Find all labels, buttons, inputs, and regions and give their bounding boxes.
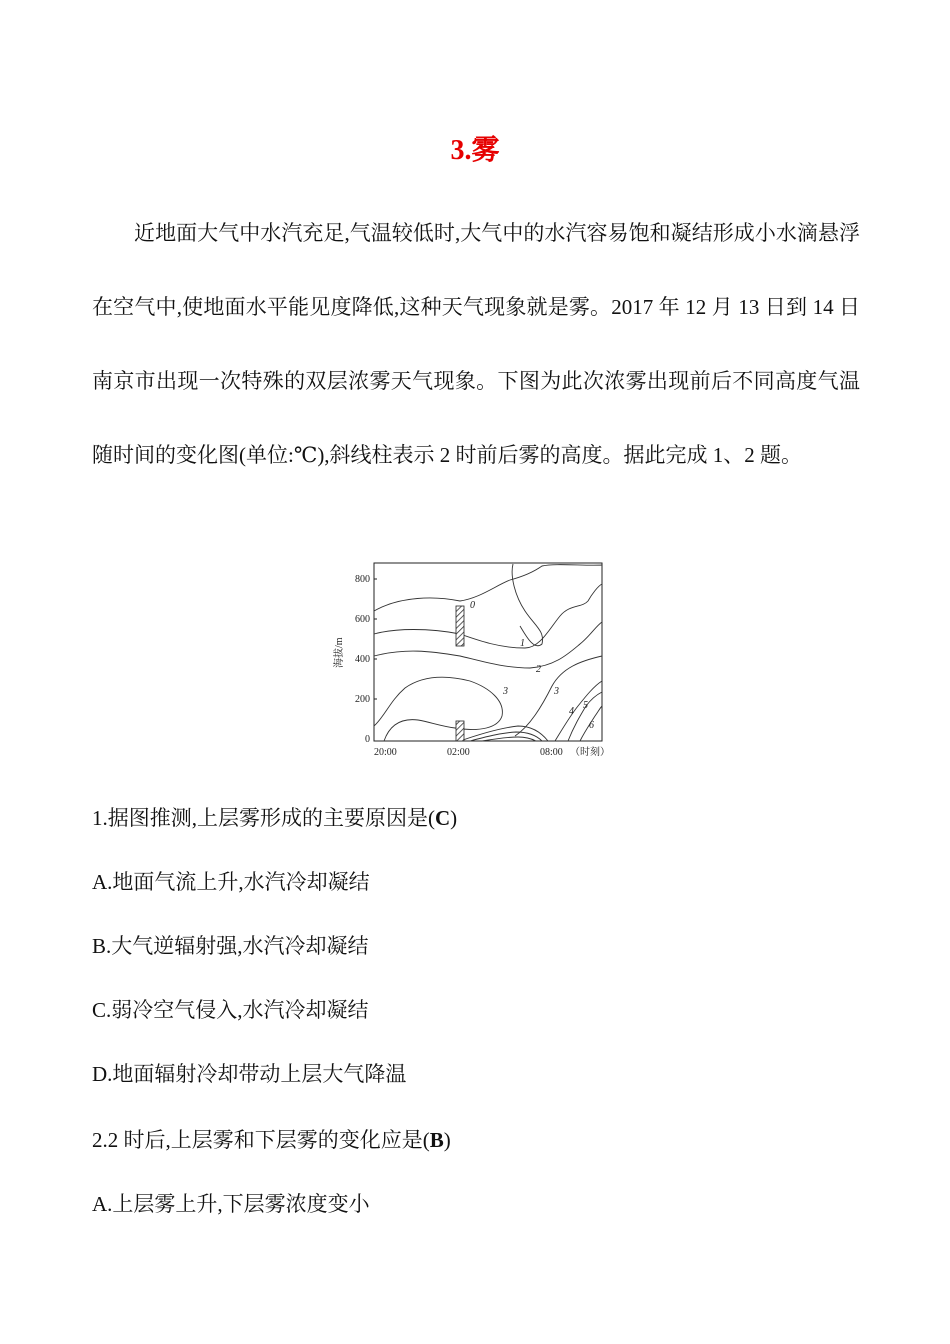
- x-tick: 20:00: [374, 747, 397, 758]
- isotherm-label: 5: [583, 700, 588, 711]
- x-ticks: [374, 745, 610, 758]
- question-2-option-a: A.上层雾上升,下层雾浓度变小: [92, 1192, 370, 1216]
- question-2-answer: B: [429, 1128, 444, 1152]
- question-2-text: 2.2 时后,上层雾和下层雾的变化应是(: [92, 1128, 430, 1152]
- isotherm-label: 4: [569, 706, 574, 717]
- isotherm-label: 1: [520, 638, 525, 649]
- y-tick: 0: [365, 734, 370, 745]
- x-unit: （时刻）: [570, 747, 610, 758]
- question-1-answer: C: [435, 806, 451, 830]
- isotherm-label: 0: [470, 600, 475, 611]
- question-2-close: ): [443, 1128, 451, 1152]
- temperature-contour-figure: [330, 556, 620, 766]
- intro-text: 近地面大气中水汽充足,气温较低时,大气中的水汽容易饱和凝结形成小水滴悬浮在空气中,使地面水平能见度降低,这种天气现象就是雾。2017 年 12 月 13 日到 14 日南京市出现一次特殊的双层浓雾天气现象。下图为此次浓雾出现前后不同高度气温随时间的变化图(单位:℃),斜线柱表示 2 时前后雾的高度。据此完成 1、2 题。: [92, 221, 860, 467]
- y-tick: 800: [355, 574, 370, 585]
- question-1-stem: [92, 802, 892, 832]
- question-1-text: 1.据图推测,上层雾形成的主要原因是(: [92, 806, 435, 830]
- isotherm-lines: [374, 564, 602, 741]
- plot-frame: [374, 563, 602, 741]
- intro-paragraph: [92, 196, 860, 492]
- question-2-stem: [92, 1124, 892, 1154]
- question-1-option-c: C.弱冷空气侵入,水汽冷却凝结: [92, 998, 369, 1022]
- x-tick: 08:00: [540, 747, 563, 758]
- y-axis-label: 海拔/m: [334, 637, 345, 668]
- section-title: 3.雾: [450, 135, 500, 166]
- lower-fog-bar: [456, 721, 464, 741]
- x-tick: 02:00: [447, 747, 470, 758]
- question-1-close: ): [450, 806, 458, 830]
- y-tick: 200: [355, 694, 370, 705]
- isotherm-label: 3: [503, 686, 508, 697]
- question-1-option-b: B.大气逆辐射强,水汽冷却凝结: [92, 934, 369, 958]
- question-1-option-a: A.地面气流上升,水汽冷却凝结: [92, 870, 370, 894]
- upper-fog-bar: [456, 606, 464, 646]
- y-tick: 400: [355, 654, 370, 665]
- y-tick: 600: [355, 614, 370, 625]
- isotherm-label: 3: [554, 686, 559, 697]
- question-1-option-d: D.地面辐射冷却带动上层大气降温: [92, 1062, 407, 1086]
- isotherm-label: 6: [589, 720, 594, 731]
- isotherm-label: 2: [536, 664, 541, 675]
